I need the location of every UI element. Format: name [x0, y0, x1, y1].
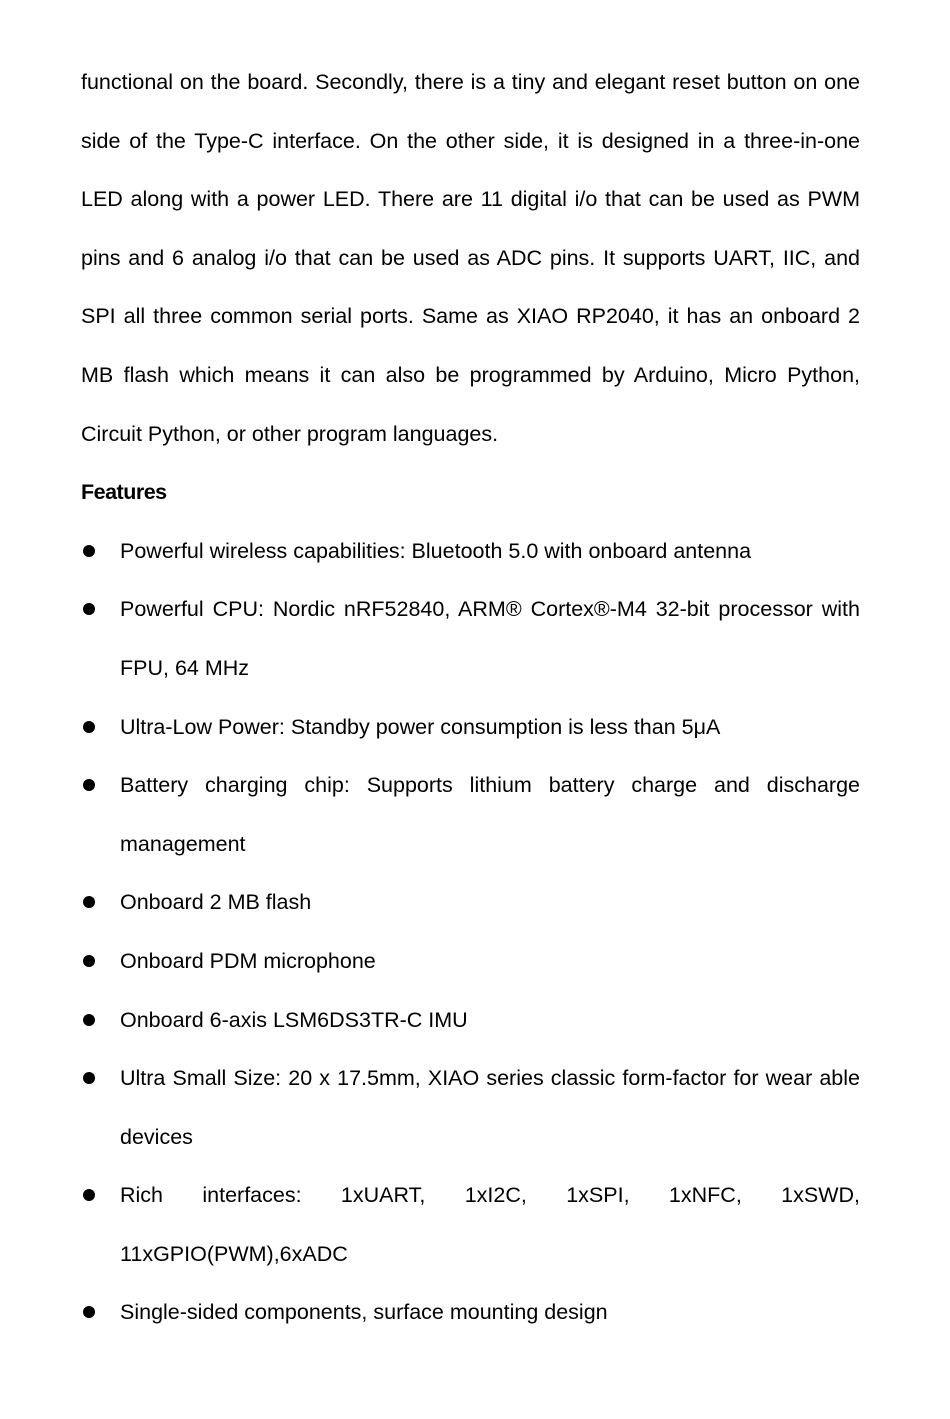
bullet-icon — [83, 603, 95, 615]
feature-text: Ultra-Low Power: Standby power consumption is less than 5μA — [120, 714, 721, 739]
feature-item — [81, 991, 860, 1050]
bullet-icon — [83, 545, 95, 557]
bullet-icon — [83, 896, 95, 908]
feature-text: Powerful CPU: Nordic nRF52840, ARM® Cortex®-M4 32-bit processor with FPU, 64 MHz — [120, 597, 860, 680]
bullet-icon — [83, 1014, 95, 1026]
bullet-icon — [83, 955, 95, 967]
feature-text: Ultra Small Size: 20 x 17.5mm, XIAO series classic form-factor for wear able devices — [120, 1066, 860, 1149]
feature-item — [81, 1049, 860, 1166]
feature-text: Single-sided components, surface mounting design — [120, 1300, 608, 1325]
feature-item — [81, 873, 860, 932]
feature-item — [81, 1166, 860, 1283]
feature-item — [81, 580, 860, 697]
bullet-icon — [83, 1072, 95, 1084]
feature-text: Powerful wireless capabilities: Bluetooth 5.0 with onboard antenna — [120, 538, 752, 563]
feature-text: Onboard 2 MB flash — [120, 890, 312, 915]
feature-item — [81, 932, 860, 991]
feature-text: Rich interfaces: 1xUART, 1xI2C, 1xSPI, 1xNFC, 1xSWD, 11xGPIO(PWM),6xADC — [120, 1183, 860, 1266]
bullet-icon — [83, 1306, 95, 1318]
bullet-icon — [83, 1189, 95, 1201]
feature-item — [81, 756, 860, 873]
features-list — [81, 522, 860, 1342]
feature-text: Battery charging chip: Supports lithium battery charge and discharge management — [120, 773, 860, 856]
feature-text: Onboard PDM microphone — [120, 948, 376, 973]
document-page — [81, 53, 860, 1342]
features-heading: Features — [81, 480, 167, 505]
bullet-icon — [83, 779, 95, 791]
bullet-icon — [83, 721, 95, 733]
feature-item — [81, 1283, 860, 1342]
feature-item — [81, 698, 860, 757]
feature-text: Onboard 6-axis LSM6DS3TR-C IMU — [120, 1007, 468, 1032]
feature-item — [81, 522, 860, 581]
intro-paragraph: functional on the board. Secondly, there is a tiny and elegant reset button on one side of the Type-C interface. On the other side, it is designed in a three-in-one LED along with a power LED. There are 11 digital i/o that can be used as PWM pins and 6 analog i/o that can be used as ADC pins. It supports UART, IIC, and SPI all three common serial ports. Same as XIAO RP2040, it has an onboard 2 MB flash which means it can also be programmed by Arduino, Micro Python, Circuit Python, or other program languages. — [81, 70, 860, 446]
